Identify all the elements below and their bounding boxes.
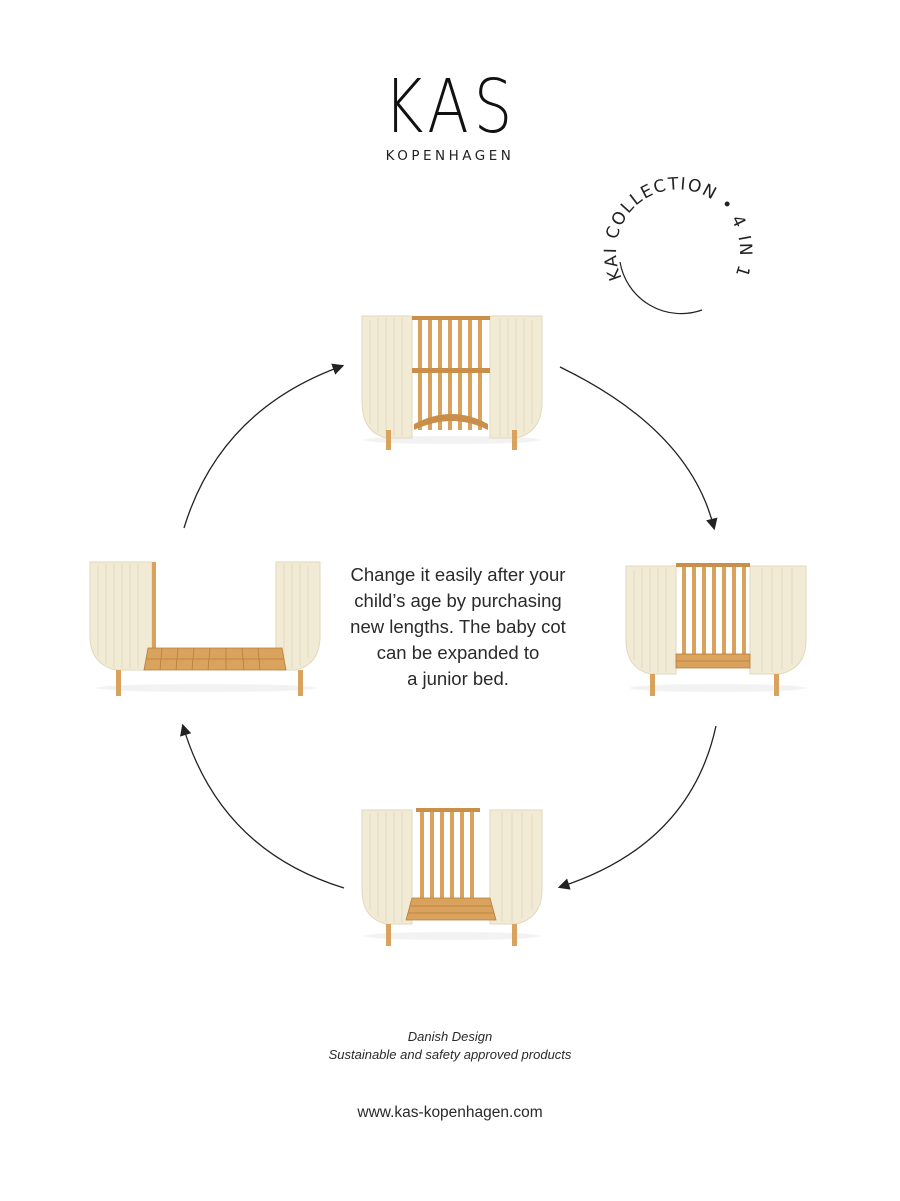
tagline-line-1: Danish Design <box>407 1029 493 1044</box>
arrow-right-to-bottom <box>560 726 716 887</box>
website-link[interactable]: www.kas-kopenhagen.com <box>357 1104 543 1121</box>
description-line: a junior bed. <box>407 668 509 689</box>
description-line: Change it easily after your <box>350 564 566 585</box>
description-text <box>330 562 586 692</box>
badge-arc <box>620 262 702 314</box>
crib-extended-image <box>356 806 548 948</box>
tagline-line-2: Sustainable and safety approved products <box>328 1047 572 1062</box>
crib-juniorbed-image <box>86 558 326 700</box>
arrow-left-to-top <box>184 366 342 528</box>
arrow-bottom-to-left <box>183 726 344 888</box>
description-line: new lengths. The baby cot <box>350 616 566 637</box>
crib-babycot-image <box>622 560 814 700</box>
crib-cradle-image <box>356 312 548 454</box>
description-line: child’s age by purchasing <box>354 590 562 611</box>
collection-badge <box>582 150 772 340</box>
brand-subtitle: KOPENHAGEN <box>385 148 515 164</box>
footer-tagline <box>0 1028 900 1064</box>
brand-name: KAS <box>383 64 517 150</box>
arrow-top-to-right <box>560 367 714 528</box>
badge-text: KAI COLLECTION • 4 IN 1 <box>600 174 756 284</box>
description-line: can be expanded to <box>376 642 540 663</box>
